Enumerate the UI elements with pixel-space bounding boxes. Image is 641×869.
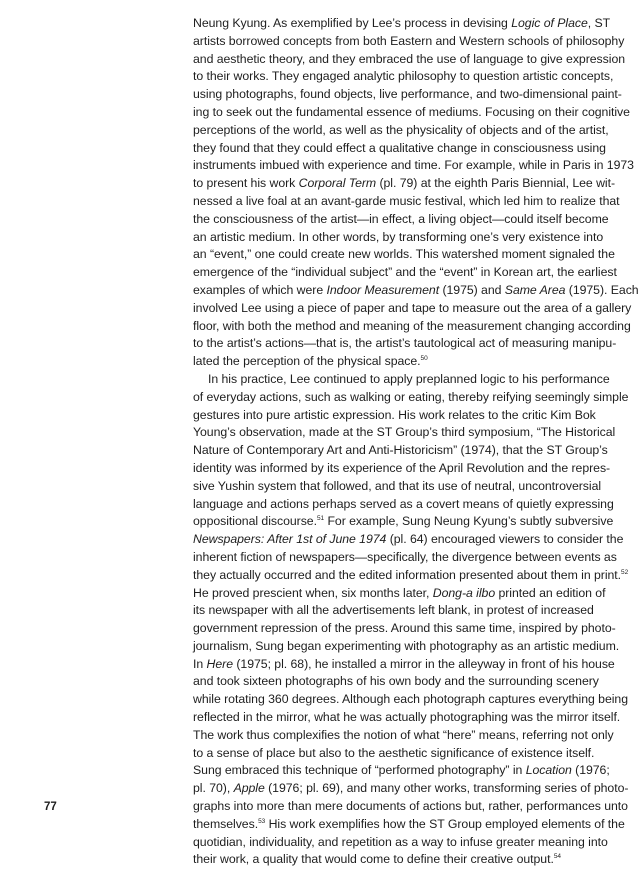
page-number: 77: [44, 801, 57, 813]
text-line: [193, 389, 629, 407]
text-line: [193, 424, 623, 442]
text-line: [193, 834, 623, 852]
text-run: (pl. 79) at the eighth Paris Biennial, Lee wit-: [376, 176, 615, 191]
text-line: [193, 211, 623, 229]
italic-title: Dong-a ilbo: [432, 585, 496, 600]
text-line: [193, 549, 623, 567]
text-line: [193, 33, 623, 51]
text-line: [193, 816, 623, 834]
text-line: [193, 442, 623, 460]
paragraph: [193, 15, 639, 371]
text-run: ing to seek out the fundamental essence of mediums. Focusing on their cognitive: [193, 104, 630, 119]
text-line: [193, 282, 639, 300]
text-run: artists borrowed concepts from both Eastern and Western schools of philosophy: [193, 33, 625, 48]
text-line: [193, 15, 623, 33]
text-run: instruments imbued with experience and time. For example, while in Paris in 1973: [193, 158, 634, 173]
text-line: [193, 656, 623, 674]
text-run: oppositional discourse.: [193, 514, 317, 529]
text-line: [193, 496, 623, 514]
text-line: [193, 104, 630, 122]
text-run: an artistic medium. In other words, by transforming one’s very existence into: [193, 229, 604, 244]
text-run: examples of which were: [193, 282, 327, 297]
text-line: [193, 727, 623, 745]
text-line: [193, 140, 623, 158]
text-line: [193, 673, 623, 691]
text-line: [193, 353, 623, 371]
text-run: perceptions of the world, as well as the physicality of objects and of the artist,: [193, 122, 609, 137]
text-run: the consciousness of the artist—in effect, a living object—could itself become: [193, 211, 609, 226]
text-line: [193, 460, 623, 478]
text-run: (pl. 64) encouraged viewers to consider the: [386, 532, 624, 547]
text-run: The work thus complexifies the notion of what “here” means, referring not only: [193, 727, 614, 742]
text-line: [193, 264, 623, 282]
text-run: (1976; pl. 69), and many other works, transforming series of photo-: [264, 781, 629, 796]
text-run: emergence of the “individual subject” and the “event” in Korean art, the earliest: [193, 265, 617, 280]
text-run: sive Yushin system that followed, and that its use of neutral, uncontroversial: [193, 478, 602, 493]
italic-title: Newspapers: After 1st of June 1974: [193, 532, 387, 547]
text-run: an “event,” one could create new worlds. This watershed moment signaled the: [193, 247, 615, 262]
text-run: nessed a live foal at an avant-garde music festival, which led him to realize that: [193, 193, 620, 208]
text-run: language and actions perhaps served as a covert means of quietly expressing: [193, 496, 614, 511]
footnote-ref: 53: [258, 817, 266, 825]
text-run: In: [193, 656, 207, 671]
text-run: (1975; pl. 68), he installed a mirror in the alleyway in front of his house: [233, 656, 615, 671]
italic-title: Same Area: [504, 282, 566, 297]
text-line: [193, 709, 623, 727]
text-run: (1975). Each: [565, 282, 639, 297]
paragraph: [193, 371, 629, 869]
text-line: [193, 602, 623, 620]
text-run: their work, a quality that would come to define their creative output.: [193, 852, 554, 867]
text-line: [193, 745, 623, 763]
text-run: using photographs, found objects, live performance, and two-dimensional paint-: [193, 87, 622, 102]
text-line: [193, 157, 634, 175]
text-line: [193, 762, 623, 780]
text-line: [193, 300, 632, 318]
text-run: identity was informed by its experience of the April Revolution and the repres-: [193, 460, 611, 475]
text-run: to present his work: [193, 176, 299, 191]
text-run: floor, with both the method and meaning of the measurement changing according: [193, 318, 631, 333]
text-line: [193, 68, 623, 86]
text-run: they found that they could effect a qualitative change in consciousness using: [193, 140, 606, 155]
text-line: [193, 851, 623, 869]
text-run: to the artist’s actions—that is, the artist’s tautological act of measuring manipu-: [193, 336, 617, 351]
text-run: Nature of Contemporary Art and Anti-Historicism” (1974), that the ST Group’s: [193, 443, 608, 458]
text-line: [193, 691, 629, 709]
text-run: Neung Kyung. As exemplified by Lee’s process in devising: [193, 16, 512, 30]
text-line: [193, 371, 623, 389]
text-line: [193, 193, 623, 211]
text-line: [193, 585, 623, 603]
text-run: they actually occurred and the edited information presented about them in print.: [193, 567, 622, 582]
text-line: [193, 86, 623, 104]
text-line: [193, 175, 623, 193]
text-line: [193, 567, 629, 585]
footnote-ref: 52: [621, 568, 629, 576]
text-run: involved Lee using a piece of paper and tape to measure out the area of a gallery: [193, 300, 632, 315]
text-line: [193, 318, 631, 336]
text-run: to a sense of place but also to the aesthetic significance of existence itself.: [193, 745, 595, 760]
text-run: printed an edition of: [495, 585, 606, 600]
footnote-ref: 54: [553, 853, 561, 861]
text-line: [193, 51, 626, 69]
text-run: lated the perception of the physical space.: [193, 354, 421, 369]
text-run: His work exemplifies how the ST Group employed elements of the: [265, 816, 625, 831]
text-line: [193, 513, 623, 531]
text-run: , ST: [587, 16, 611, 30]
text-run: journalism, Sung began experimenting with photography as an artistic medium.: [193, 638, 620, 653]
text-line: [193, 122, 623, 140]
text-line: [193, 478, 623, 496]
text-run: themselves.: [193, 816, 259, 831]
text-run: reflected in the mirror, what he was actually photographing was the mirror itself.: [193, 710, 621, 725]
text-run: and took sixteen photographs of his own body and the surrounding scenery: [193, 674, 599, 689]
text-run: He proved prescient when, six months later,: [193, 585, 433, 600]
footnote-ref: 51: [316, 515, 325, 523]
italic-title: Indoor Measurement: [326, 282, 440, 297]
text-run: (1976;: [571, 763, 610, 778]
body-text: [193, 15, 639, 869]
text-run: its newspaper with all the advertisements left blank, in protest of increased: [193, 603, 594, 618]
text-line: [193, 407, 623, 425]
text-run: while rotating 360 degrees. Although each photograph captures everything being: [193, 692, 629, 707]
text-line: [193, 335, 623, 353]
text-run: gestures into pure artistic expression. His work relates to the critic Kim Bok: [193, 407, 596, 422]
text-line: [193, 229, 623, 247]
text-run: of everyday actions, such as walking or eating, thereby reifying seemingly simple: [193, 389, 629, 404]
text-line: [193, 798, 628, 816]
text-line: [193, 531, 623, 549]
text-line: [193, 638, 623, 656]
text-line: [193, 246, 623, 264]
text-run: inherent fiction of newspapers—specifically, the divergence between events as: [193, 549, 617, 564]
italic-title: Location: [525, 763, 572, 778]
text-run: and aesthetic theory, and they embraced the use of language to give expression: [193, 51, 626, 66]
italic-title: Apple: [233, 781, 265, 796]
text-run: For example, Sung Neung Kyung’s subtly subversive: [324, 514, 614, 529]
text-run: Sung embraced this technique of “performed photography” in: [193, 763, 526, 778]
text-run: to their works. They engaged analytic philosophy to question artistic concepts,: [193, 69, 614, 84]
text-run: In his practice, Lee continued to apply preplanned logic to his performance: [208, 371, 610, 386]
text-run: quotidian, individuality, and repetition as a way to infuse greater meaning into: [193, 834, 608, 849]
italic-title: Here: [206, 656, 233, 671]
text-run: Young’s observation, made at the ST Group’s third symposium, “The Historical: [193, 425, 616, 440]
text-run: (1975) and: [439, 282, 505, 297]
text-line: [193, 620, 623, 638]
text-run: pl. 70),: [193, 781, 234, 796]
text-line: [193, 780, 629, 798]
italic-title: Corporal Term: [298, 176, 377, 191]
text-run: government repression of the press. Around this same time, inspired by photo-: [193, 621, 616, 636]
text-run: graphs into more than mere documents of actions but, rather, performances unto: [193, 799, 628, 814]
italic-title: Logic of Place: [511, 16, 588, 30]
footnote-ref: 50: [420, 355, 428, 363]
